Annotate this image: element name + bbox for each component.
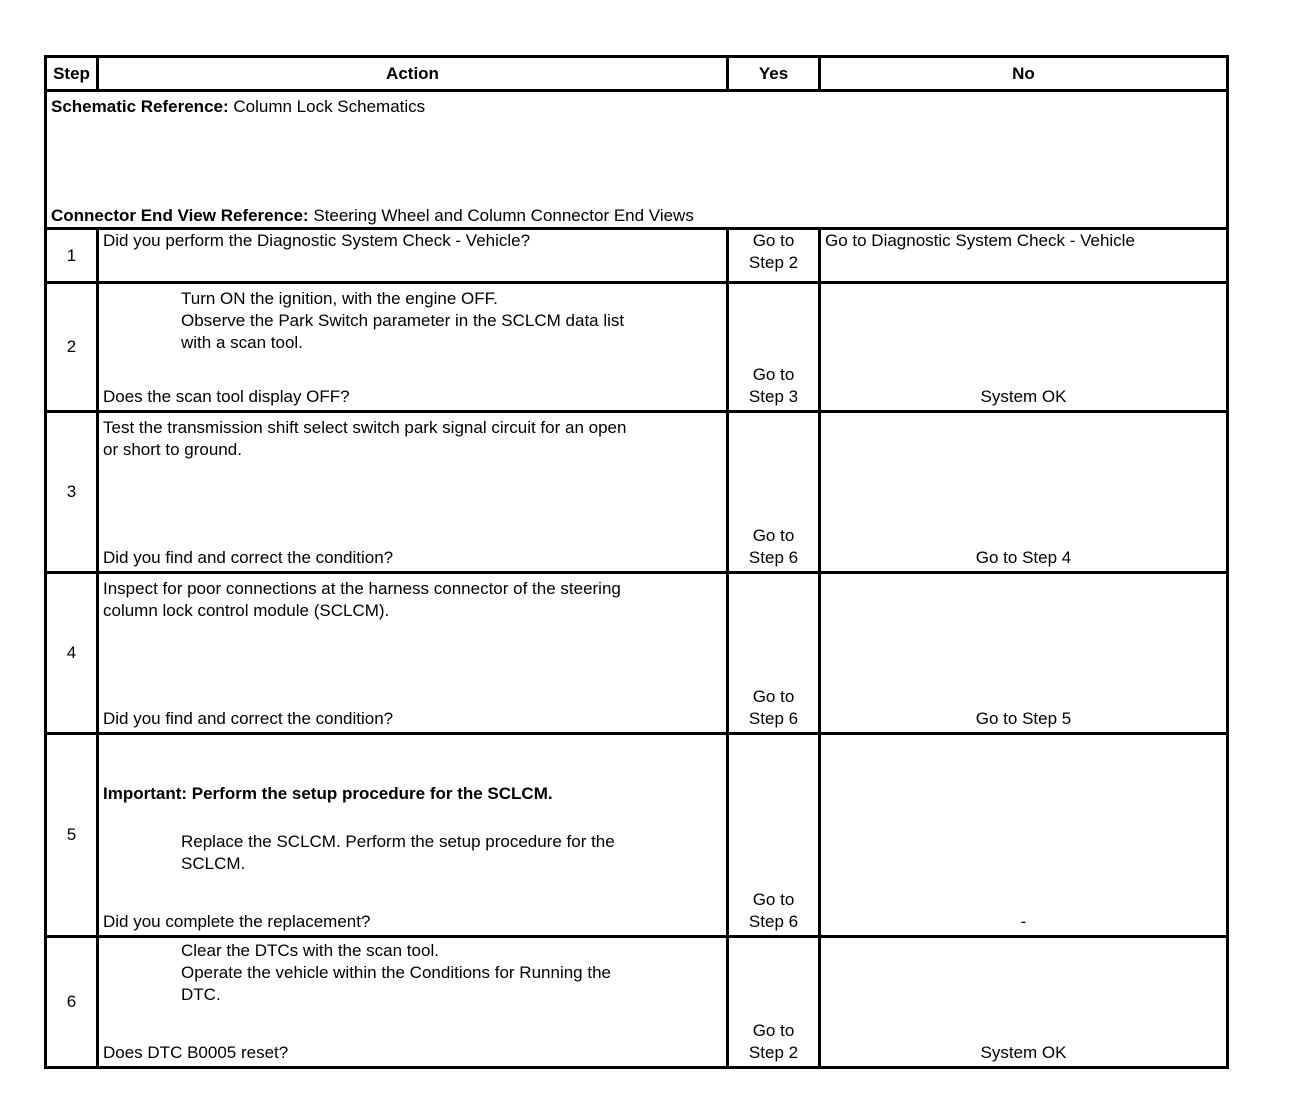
yes-go-to: Go to bbox=[752, 231, 795, 250]
no-link[interactable]: Go to Step 5 bbox=[975, 709, 1072, 728]
yes-cell bbox=[728, 229, 820, 283]
no-link[interactable]: Go to Diagnostic System Check - Vehicle bbox=[825, 231, 1135, 250]
step-question: Did you find and correct the condition? bbox=[103, 709, 394, 728]
no-cell bbox=[820, 412, 1228, 573]
action-cell bbox=[98, 283, 728, 412]
schematic-reference-label: Schematic Reference: bbox=[51, 97, 229, 116]
reference-cell bbox=[46, 91, 1228, 229]
no-cell bbox=[820, 734, 1228, 937]
important-note: Important: Perform the setup procedure for the SCLCM. bbox=[103, 784, 553, 803]
no-outcome: System OK bbox=[980, 387, 1067, 406]
connector-reference-label: Connector End View Reference: bbox=[51, 206, 309, 225]
action-cell bbox=[98, 412, 728, 573]
action-cell bbox=[98, 734, 728, 937]
action-item: DTC. bbox=[181, 985, 221, 1004]
step-number: 1 bbox=[46, 229, 98, 283]
step-row-1 bbox=[46, 229, 1228, 283]
yes-step-link[interactable]: Step 6 bbox=[748, 548, 799, 567]
yes-cell bbox=[728, 283, 820, 412]
connector-reference bbox=[51, 205, 1222, 227]
yes-outcome bbox=[729, 1020, 818, 1064]
header-row bbox=[46, 57, 1228, 91]
no-cell bbox=[820, 937, 1228, 1068]
action-list bbox=[103, 938, 720, 1006]
action-item: Clear the DTCs with the scan tool. bbox=[181, 941, 439, 960]
no-outcome: System OK bbox=[980, 1043, 1067, 1062]
step-number: 3 bbox=[46, 412, 98, 573]
yes-go-to: Go to bbox=[752, 365, 795, 384]
step-number: 4 bbox=[46, 573, 98, 734]
yes-cell bbox=[728, 734, 820, 937]
step-row-3 bbox=[46, 412, 1228, 573]
action-item: Operate the vehicle within the Conditions for Running the bbox=[181, 963, 611, 982]
action-list bbox=[103, 805, 720, 875]
step-question: Does DTC B0005 reset? bbox=[103, 1043, 289, 1062]
step-question: Did you perform the Diagnostic System Check - Vehicle? bbox=[103, 231, 531, 250]
diagnostic-table bbox=[44, 55, 1229, 1069]
header-no: No bbox=[820, 57, 1228, 91]
action-cell bbox=[98, 229, 728, 283]
action-list bbox=[103, 284, 720, 354]
yes-step-link[interactable]: Step 2 bbox=[748, 1043, 799, 1062]
action-item: Test the transmission shift select switch park signal circuit for an open bbox=[103, 418, 627, 437]
action-list bbox=[103, 413, 720, 461]
action-item: Turn ON the ignition, with the engine OFF. bbox=[181, 289, 498, 308]
yes-step-link[interactable]: Step 6 bbox=[748, 709, 799, 728]
action-item: column lock control module (SCLCM). bbox=[103, 601, 390, 620]
step-row-2 bbox=[46, 283, 1228, 412]
no-cell bbox=[820, 229, 1228, 283]
step-question: Did you find and correct the condition? bbox=[103, 548, 394, 567]
yes-cell bbox=[728, 573, 820, 734]
yes-go-to: Go to bbox=[752, 687, 795, 706]
yes-go-to: Go to bbox=[752, 1021, 795, 1040]
action-list bbox=[103, 574, 720, 622]
no-link[interactable]: Go to Step 4 bbox=[975, 548, 1072, 567]
header-step: Step bbox=[46, 57, 98, 91]
step-row-4 bbox=[46, 573, 1228, 734]
yes-cell bbox=[728, 937, 820, 1068]
action-item: SCLCM. bbox=[181, 854, 246, 873]
action-cell bbox=[98, 573, 728, 734]
step-row-5 bbox=[46, 734, 1228, 937]
step-question: Does the scan tool display OFF? bbox=[103, 387, 350, 406]
yes-outcome bbox=[729, 364, 818, 408]
yes-outcome bbox=[729, 686, 818, 730]
step-row-6 bbox=[46, 937, 1228, 1068]
action-item: Replace the SCLCM. Perform the setup procedure for the bbox=[181, 832, 615, 851]
yes-outcome bbox=[729, 525, 818, 569]
yes-go-to: Go to bbox=[752, 526, 795, 545]
yes-step-link[interactable]: Step 6 bbox=[748, 912, 799, 931]
connector-reference-link[interactable]: Steering Wheel and Column Connector End Views bbox=[313, 206, 694, 225]
step-number: 5 bbox=[46, 734, 98, 937]
action-item: with a scan tool. bbox=[181, 333, 303, 352]
yes-outcome bbox=[729, 889, 818, 933]
action-cell bbox=[98, 937, 728, 1068]
reference-row bbox=[46, 91, 1228, 229]
header-action: Action bbox=[98, 57, 728, 91]
action-item: or short to ground. bbox=[103, 440, 242, 459]
schematic-reference bbox=[51, 96, 1222, 118]
yes-cell bbox=[728, 412, 820, 573]
no-outcome: - bbox=[1020, 912, 1027, 931]
yes-step-link[interactable]: Step 3 bbox=[748, 387, 799, 406]
step-question: Did you complete the replacement? bbox=[103, 912, 371, 931]
step-number: 2 bbox=[46, 283, 98, 412]
header-yes: Yes bbox=[728, 57, 820, 91]
step-number: 6 bbox=[46, 937, 98, 1068]
action-item: Inspect for poor connections at the harness connector of the steering bbox=[103, 579, 621, 598]
yes-step-link[interactable]: Step 2 bbox=[748, 253, 799, 272]
no-cell bbox=[820, 573, 1228, 734]
no-cell bbox=[820, 283, 1228, 412]
action-item: Observe the Park Switch parameter in the SCLCM data list bbox=[181, 311, 625, 330]
schematic-reference-link[interactable]: Column Lock Schematics bbox=[233, 97, 426, 116]
yes-go-to: Go to bbox=[752, 890, 795, 909]
